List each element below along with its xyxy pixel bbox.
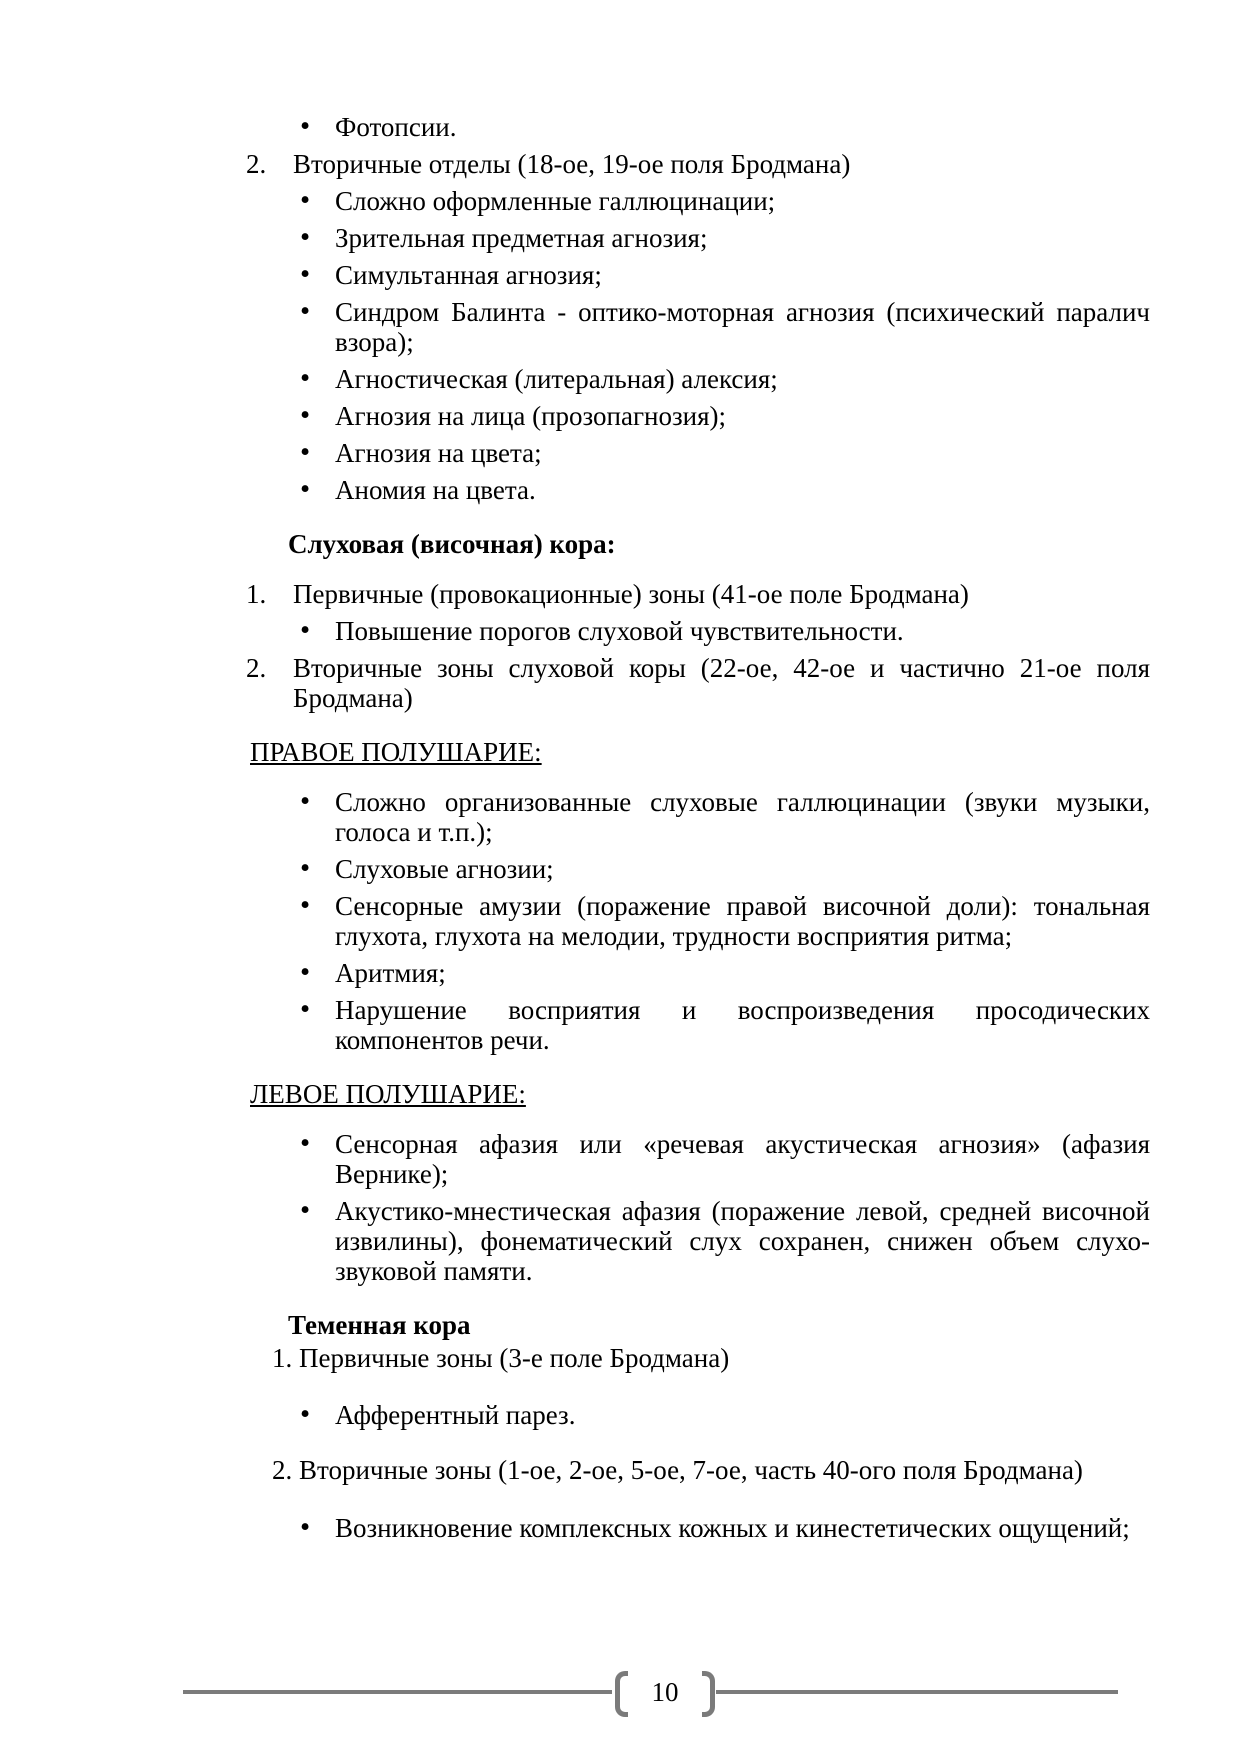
bullet-text: Афферентный парез. xyxy=(335,1400,576,1430)
bullet-text: Сложно оформленные галлюцинации; xyxy=(335,186,776,216)
bullet-item xyxy=(292,475,1150,505)
bullet-icon: • xyxy=(300,436,311,468)
section-heading-parietal-cortex: Теменная кора xyxy=(288,1310,471,1340)
bullet-item xyxy=(292,616,1150,646)
numbered-item xyxy=(246,653,1150,713)
bullet-item xyxy=(292,297,1150,357)
bullet-item xyxy=(292,112,1150,142)
bullet-item xyxy=(292,186,1150,216)
bullet-text: Агностическая (литеральная) алексия; xyxy=(335,364,778,394)
bullet-text: Слуховые агнозии; xyxy=(335,854,554,884)
bullet-item xyxy=(292,787,1150,847)
page-number: 10 xyxy=(651,1677,679,1707)
list-number: 2. xyxy=(246,653,267,683)
numbered-item xyxy=(246,579,1150,609)
numbered-paragraph: 2. Вторичные зоны (1-ое, 2-ое, 5-ое, 7-ое, часть 40-ого поля Бродмана) xyxy=(272,1455,1083,1485)
bullet-item xyxy=(292,1129,1150,1189)
bullet-text: Сенсорные амузии (поражение правой височной доли): тональная глухота, глухота на мелодии, трудности восприятия ритма; xyxy=(335,891,1150,951)
bullet-icon: • xyxy=(300,852,311,884)
bullet-text: Синдром Балинта - оптико-моторная агнозия (психический паралич взора); xyxy=(335,297,1150,357)
right-bracket-icon xyxy=(702,1671,715,1717)
numbered-item xyxy=(246,149,1150,179)
bullet-text: Нарушение восприятия и воспроизведения просодических компонентов речи. xyxy=(335,995,1150,1055)
bullet-text: Симультанная агнозия; xyxy=(335,260,602,290)
bullet-item xyxy=(292,223,1150,253)
bullet-text: Сложно организованные слуховые галлюцинации (звуки музыки, голоса и т.п.); xyxy=(335,787,1150,847)
bullet-item xyxy=(292,854,1150,884)
bullet-icon: • xyxy=(300,956,311,988)
bullet-icon: • xyxy=(300,295,311,327)
bullet-icon: • xyxy=(300,1194,311,1226)
bullet-text: Акустико-мнестическая афазия (поражение левой, средней височной извилины), фонематический слух сохранен, снижен объем слухо-звуковой памяти. xyxy=(335,1196,1150,1286)
bullet-icon: • xyxy=(300,785,311,817)
bullet-icon: • xyxy=(300,184,311,216)
bullet-text: Фотопсии. xyxy=(335,112,457,142)
bullet-item xyxy=(292,958,1150,988)
footer-rule-right xyxy=(716,1690,1118,1694)
numbered-text: Первичные (провокационные) зоны (41-ое поле Бродмана) xyxy=(293,579,969,609)
numbered-text: Вторичные отделы (18-ое, 19-ое поля Бродмана) xyxy=(293,149,851,179)
bullet-icon: • xyxy=(300,1511,311,1543)
bullet-icon: • xyxy=(300,221,311,253)
section-heading-left-hemisphere: ЛЕВОЕ ПОЛУШАРИЕ: xyxy=(250,1079,526,1109)
bullet-icon: • xyxy=(300,399,311,431)
bullet-text: Агнозия на цвета; xyxy=(335,438,542,468)
bullet-text: Аномия на цвета. xyxy=(335,475,536,505)
bullet-item xyxy=(292,364,1150,394)
bullet-text: Зрительная предметная агнозия; xyxy=(335,223,708,253)
bullet-item xyxy=(292,891,1150,951)
section-heading-right-hemisphere: ПРАВОЕ ПОЛУШАРИЕ: xyxy=(250,737,542,767)
list-number: 1. xyxy=(246,579,267,609)
bullet-icon: • xyxy=(300,889,311,921)
numbered-text: Вторичные зоны слуховой коры (22-ое, 42-ое и частично 21-ое поля Бродмана) xyxy=(293,653,1150,713)
bullet-text: Агнозия на лица (прозопагнозия); xyxy=(335,401,727,431)
bullet-text: Аритмия; xyxy=(335,958,446,988)
bullet-icon: • xyxy=(300,110,311,142)
bullet-icon: • xyxy=(300,614,311,646)
bullet-icon: • xyxy=(300,993,311,1025)
bullet-text: Сенсорная афазия или «речевая акустическая агнозия» (афазия Вернике); xyxy=(335,1129,1150,1189)
bullet-item xyxy=(292,1196,1150,1286)
bullet-item xyxy=(292,401,1150,431)
list-number: 2. xyxy=(246,149,267,179)
bullet-icon: • xyxy=(300,1398,311,1430)
bullet-item xyxy=(292,1400,1150,1430)
bullet-item xyxy=(292,260,1150,290)
left-bracket-icon xyxy=(615,1671,628,1717)
bullet-item xyxy=(292,438,1150,468)
bullet-item xyxy=(292,995,1150,1055)
bullet-icon: • xyxy=(300,258,311,290)
bullet-text: Повышение порогов слуховой чувствительности. xyxy=(335,616,904,646)
numbered-paragraph: 1. Первичные зоны (3-е поле Бродмана) xyxy=(272,1343,730,1373)
footer-rule-left xyxy=(183,1690,612,1694)
bullet-icon: • xyxy=(300,473,311,505)
bullet-item xyxy=(292,1513,1150,1543)
bullet-text: Возникновение комплексных кожных и кинестетических ощущений; xyxy=(335,1513,1130,1543)
bullet-icon: • xyxy=(300,1127,311,1159)
bullet-icon: • xyxy=(300,362,311,394)
section-heading-auditory-cortex: Слуховая (височная) кора: xyxy=(288,529,616,559)
